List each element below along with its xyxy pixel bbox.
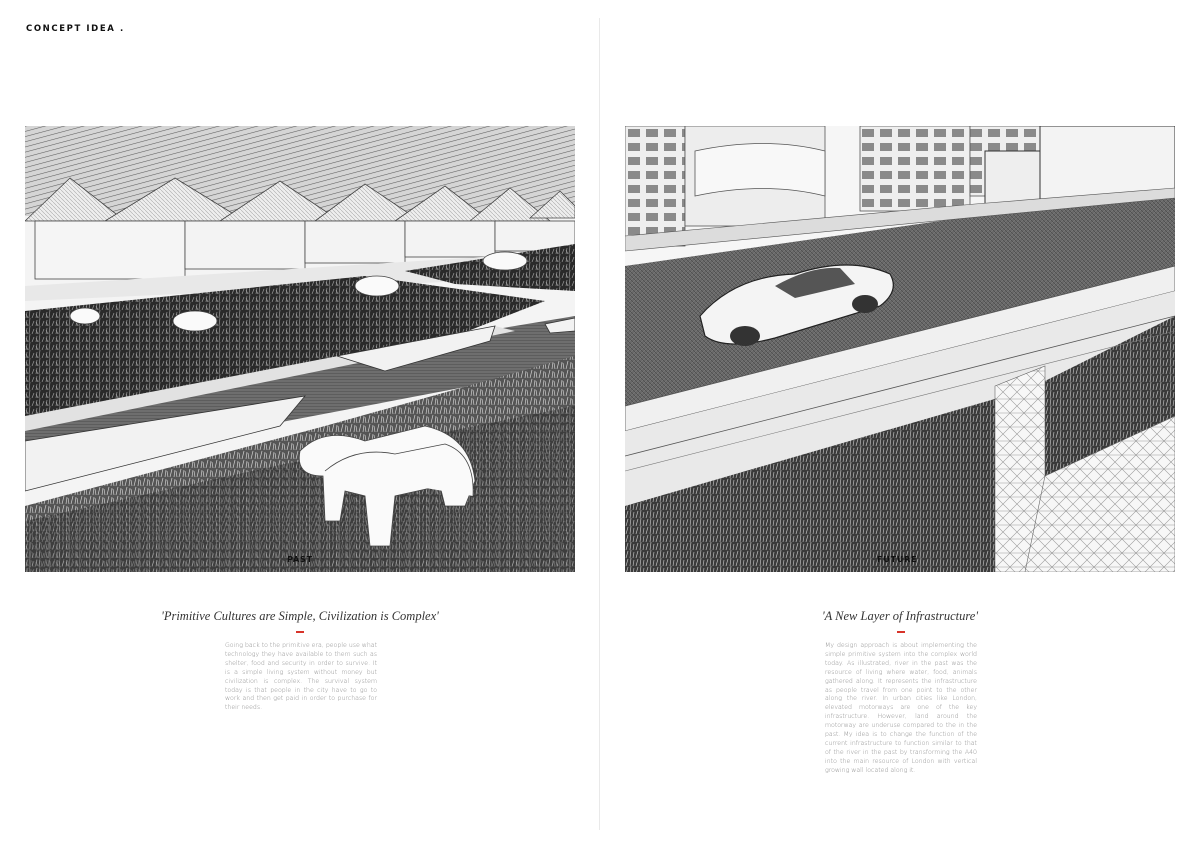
past-caption-title: 'Primitive Cultures are Simple, Civilization is Complex': [161, 609, 439, 623]
page-header: CONCEPT IDEA .: [26, 24, 125, 34]
past-body-text: Going back to the primitive era, people use what technology they have available to them such as shelter, food and security in order to survive. It is a simple living system without money but civilization is complex. The survival system today is that people in the city have to go to work and then get paid in order to purchase for their needs.: [225, 642, 377, 712]
future-label: FUTURE: [877, 555, 918, 564]
past-illustration: [25, 126, 575, 572]
past-accent-dash: [296, 631, 304, 633]
future-sketch-drawing: [625, 126, 1175, 572]
future-caption-title: 'A New Layer of Infrastructure': [821, 609, 979, 623]
past-label: PAST: [287, 555, 313, 564]
future-accent-dash: [897, 631, 905, 633]
future-body-text: My design approach is about implementing the simple primitive system into the complex world today. As illustrated, river in the past was the resource of living where water, food, animals gathered along. It represents the infrastructure as people travel from one point to the other along the river. In urban cities like London, elevated motorways are one of the key infrastructure. However, land around the motorway are underuse compared to the in the past. My idea is to change the function of the current infrastructure to function similar to that of the river in the past by transforming the A40 into the main resource of London with vertical growing wall located along it.: [825, 642, 977, 774]
future-illustration: [625, 126, 1175, 572]
past-sketch-drawing: [25, 126, 575, 572]
center-divider: [599, 18, 600, 830]
